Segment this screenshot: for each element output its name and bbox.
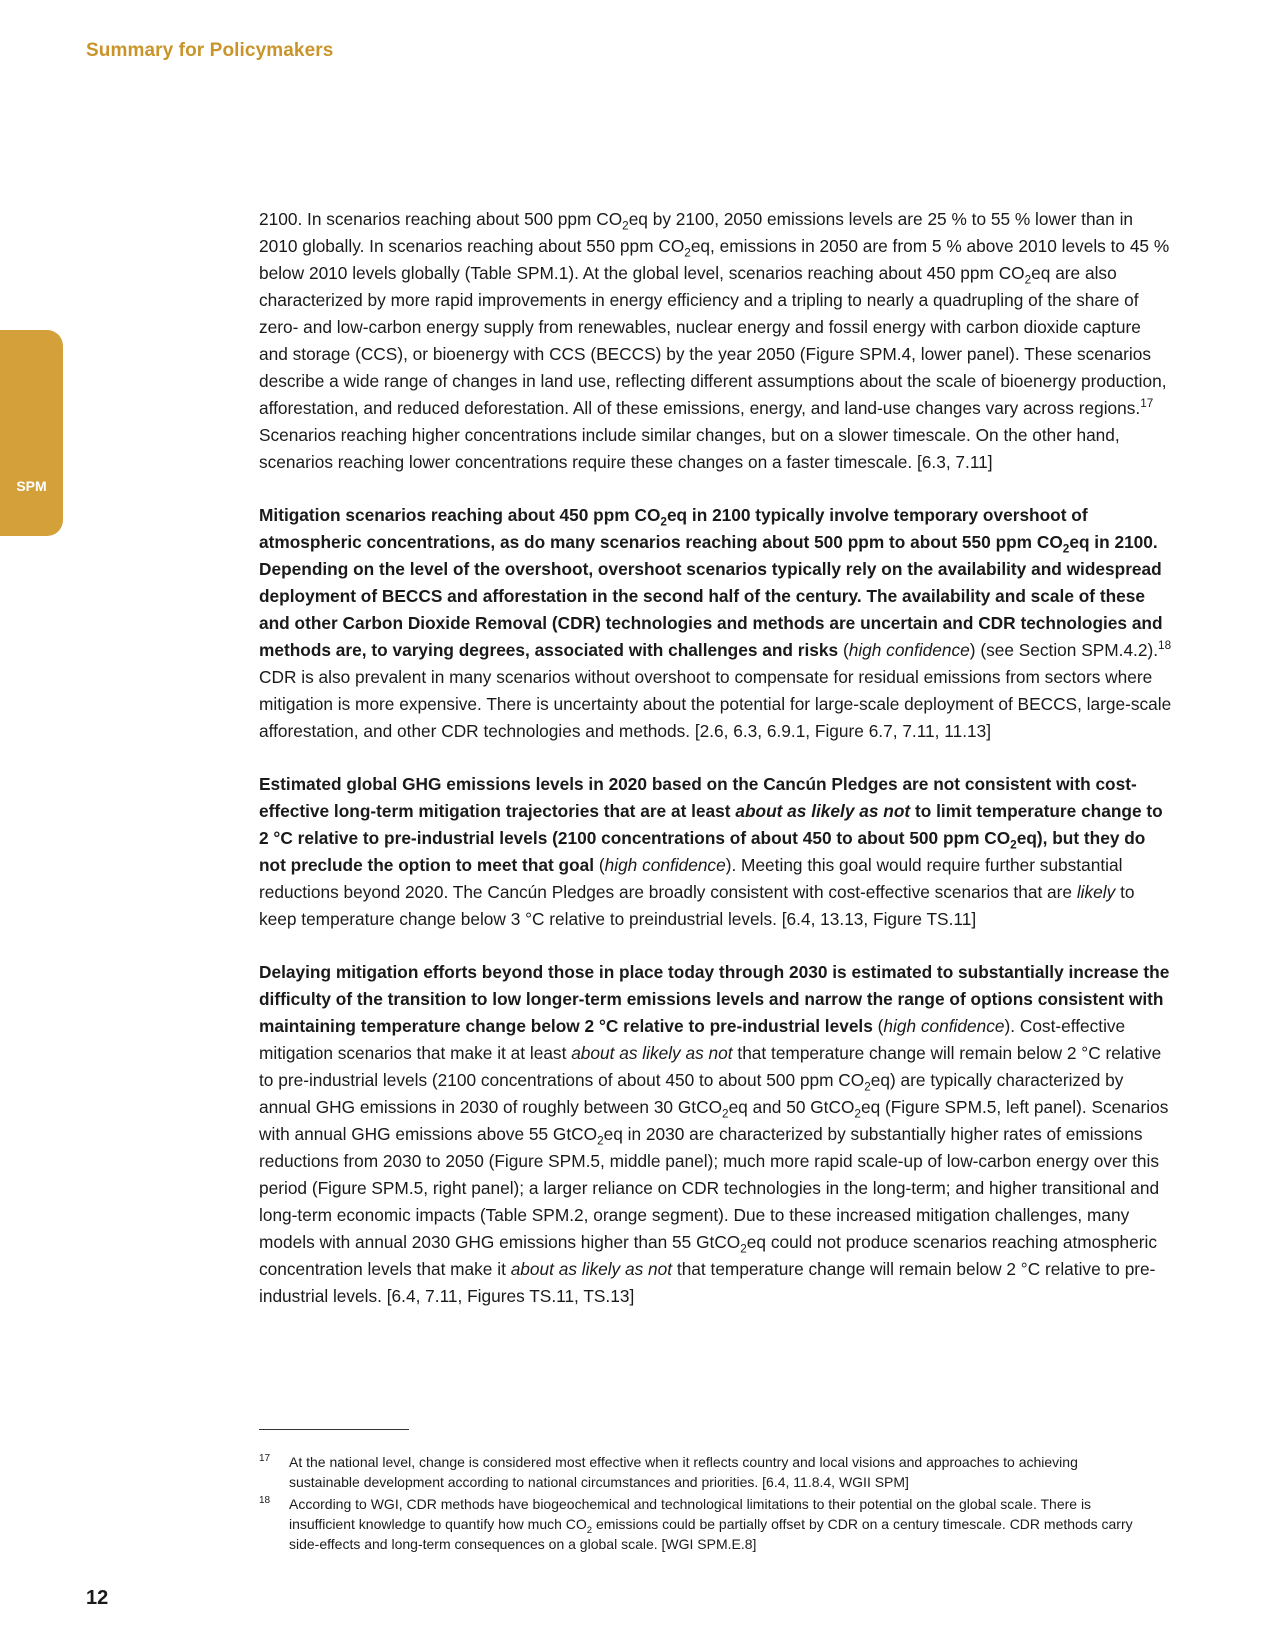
p2-bold-3: eq in 2100. Depending on the level of the overshoot, overshoot scenarios typically rely on the availability and widespread deployment of BECCS and afforestation in the second half of the century. The availability and scale of these and other Carbon Dioxide Removal (CDR) technologies and methods are uncertain and CDR technologies and methods are, to varying degrees, associated with challenges and risks [259, 532, 1163, 660]
p4-text-3: eq) are typically characterized by annual GHG emissions in 2030 of roughly between 30 GtCO [259, 1070, 1124, 1117]
page-number: 12 [86, 1587, 109, 1609]
p4-text-8: that temperature change will remain below 2 °C relative to pre-industrial levels. [6.4, 7.11, Figures TS.11, TS.13] [259, 1259, 1156, 1306]
p3-text-2: to keep temperature change below 3 °C relative to preindustrial levels. [6.4, 13.13, Figure TS.11] [259, 882, 1135, 929]
footnote-text: At the national level, change is considered most effective when it reflects country and local visions and approaches to achieving sustainable development according to national circumstances and priorities. [6.4, 11.8.4, WGII SPM] [289, 1454, 1078, 1490]
p3-italic-1: high confidence [604, 855, 726, 875]
footnotes [259, 1452, 1149, 1556]
subscript: 2 [1024, 273, 1032, 287]
side-section-tab [0, 330, 63, 536]
footnote-divider [259, 1429, 409, 1430]
p3-bold-1: Estimated global GHG emissions levels in 2020 based on the Cancún Pledges are not consistent with cost-effective long-term mitigation trajectories that are at least [259, 774, 1137, 821]
subscript: 2 [722, 1107, 729, 1121]
p4-bold-1: Delaying mitigation efforts beyond those in place today through 2030 is estimated to substantially increase the difficulty of the transition to low longer-term emissions levels and narrow the range of options consistent with maintaining temperature change below 2 °C relative to pre-industrial levels [259, 962, 1170, 1036]
p3-italic-2: likely [1076, 882, 1116, 902]
p4-italic-2: about as likely as not [571, 1043, 733, 1063]
footnote-18 [259, 1494, 1149, 1554]
subscript: 2 [684, 246, 691, 260]
footnote-text: According to WGI, CDR methods have biogeochemical and technological limitations to their potential on the global scale. There is insufficient knowledge to quantify how much CO [289, 1496, 1092, 1532]
subscript: 2 [660, 515, 667, 529]
subscript: 2 [597, 1134, 604, 1148]
p4-italic-1: high confidence [883, 1016, 1005, 1036]
subscript: 2 [586, 1524, 593, 1536]
p1-text-3: eq, emissions in 2050 are from 5 % above 2010 levels to 45 % below 2010 levels globally (Table SPM.1). At the global level, scenarios reaching about 450 ppm CO [259, 236, 1170, 283]
p4-text-5: eq (Figure SPM.5, left panel). Scenarios with annual GHG emissions above 55 GtCO [259, 1097, 1169, 1144]
p2-bold-2: eq in 2100 typically involve temporary overshoot of atmospheric concentrations, as do many scenarios reaching about 500 ppm to about 550 ppm CO [259, 505, 1088, 552]
paragraph-3: Estimated global GHG emissions levels in 2020 based on the Cancún Pledges are not consistent with cost-effective long-term mitigation trajectories that are at least about as likely as not to limit temperature change to 2 °C relative to pre-industrial levels (2100 concentrations of about 450 to about 500 ppm $CO_2eq$), but they do not preclude the option to meet that goal (high confidence). Meeting this goal would require further substantial reductions beyond 2020. The Cancún Pledges are broadly consistent with cost-effective scenarios that are likely to keep temperature change below 3 °C relative to preindustrial levels. [6.4, 13.13, Figure TS.11] [259, 774, 1163, 929]
side-tab-label: SPM [16, 478, 47, 494]
subscript: 2 [864, 1080, 871, 1094]
p2-italic-1: high confidence [848, 640, 970, 660]
p4-text-7: eq could not produce scenarios reaching atmospheric concentration levels that make it [259, 1232, 1157, 1279]
footnote-17 [259, 1452, 1149, 1492]
footnote-number: 18 [259, 1495, 271, 1506]
p4-text-4: eq and 50 GtCO [728, 1097, 855, 1117]
p1-text-1: 2100. In scenarios reaching about 500 ppm CO [259, 209, 623, 229]
p1-text-4: eq are also characterized by more rapid improvements in energy efficiency and a tripling to nearly a quadrupling of the share of zero- and low-carbon energy supply from renewables, nuclear energy and fossil energy with carbon dioxide capture and storage (CCS), or bioenergy with CCS (BECCS) by the year 2050 (Figure SPM.4, lower panel). These scenarios describe a wide range of changes in land use, reflecting different assumptions about the scale of bioenergy production, afforestation, and reduced deforestation. All of these emissions, energy, and land-use changes vary across regions. [259, 263, 1167, 418]
subscript: 2 [1010, 838, 1017, 852]
subscript: 2 [1062, 542, 1070, 556]
p3-bold-2: to limit temperature change to 2 °C relative to pre-industrial levels (2100 concentrations of about 450 to about 500 ppm CO [259, 801, 1163, 848]
p2-text-2: CDR is also prevalent in many scenarios without overshoot to compensate for residual emissions from sectors where mitigation is more expensive. There is uncertainty about the potential for large-scale deployment of BECCS, large-scale afforestation, and other CDR technologies and methods. [2.6, 6.3, 6.9.1, Figure 6.7, 7.11, 11.13] [259, 667, 1172, 741]
footnote-text: emissions could be partially offset by CDR on a century timescale. CDR methods carry side-effects and long-term consequences on a global scale. [WGI SPM.E.8] [289, 1516, 1133, 1552]
p4-italic-3: about as likely as not [510, 1259, 673, 1279]
page-header-title: Summary for Policymakers [86, 40, 334, 61]
p4-text-1: . Cost-effective mitigation scenarios that make it at least [259, 1016, 1126, 1063]
p1-text-2: eq by 2100, 2050 emissions levels are 25 % to 55 % lower than in 2010 globally. In scenarios reaching about 550 ppm CO [259, 209, 1134, 256]
subscript: 2 [622, 219, 629, 233]
p3-bold-3: eq), but they do not preclude the option to meet that goal [259, 828, 1146, 875]
footnote-number: 17 [259, 1453, 271, 1464]
paragraph-2: Mitigation scenarios reaching about 450 ppm $CO_2eq$ in 2100 typically involve temporary overshoot of atmospheric concentrations, as do many scenarios reaching about 500 ppm to about 550 ppm $CO_2eq$ in 2100. Depending on the level of the overshoot, overshoot scenarios typically rely on the availability and widespread deployment of BECCS and afforestation in the second half of the century. The availability and scale of these and other Carbon Dioxide Removal (CDR) technologies and methods are uncertain and CDR technologies and methods are, to varying degrees, associated with challenges and risks (high confidence) (see Section SPM.4.2).$^{18}$ CDR is also prevalent in many scenarios without overshoot to compensate for residual emissions from sectors where mitigation is more expensive. There is uncertainty about the potential for large-scale deployment of BECCS, large-scale afforestation, and other CDR technologies and methods. [2.6, 6.3, 6.9.1, Figure 6.7, 7.11, 11.13] [259, 505, 1172, 741]
subscript: 2 [740, 1242, 747, 1256]
p1-text-5: Scenarios reaching higher concentrations include similar changes, but on a slower timescale. On the other hand, scenarios reaching lower concentrations require these changes on a faster timescale. [6.3, 7.11] [259, 425, 1120, 472]
paragraph-1 [259, 206, 1172, 476]
footnote-ref-18[interactable]: 18 [1158, 639, 1172, 653]
paragraph-4: Delaying mitigation efforts beyond those in place today through 2030 is estimated to substantially increase the difficulty of the transition to low longer-term emissions levels and narrow the range of options consistent with maintaining temperature change below 2 °C relative to pre-industrial levels (high confidence). Cost-effective mitigation scenarios that make it at least about as likely as not that temperature change will remain below 2 °C relative to pre-industrial levels (2100 concentrations of about 450 to about 500 ppm $CO_2eq$) are typically characterized by annual GHG emissions in 2030 of roughly between 30 GtCO$_2$eq and 50 GtCO$_2$eq (Figure SPM.5, left panel). Scenarios with annual GHG emissions above 55 GtCO$_2$eq in 2030 are characterized by substantially higher rates of emissions reductions from 2030 to 2050 (Figure SPM.5, middle panel); much more rapid scale-up of low-carbon energy over this period (Figure SPM.5, right panel); a larger reliance on CDR technologies in the long-term; and higher transitional and long-term economic impacts (Table SPM.2, orange segment). Due to these increased mitigation challenges, many models with annual 2030 GHG emissions higher than 55 GtCO$_2$eq could not produce scenarios reaching atmospheric concentration levels that make it about as likely as not that temperature change will remain below 2 °C relative to pre-industrial levels. [6.4, 7.11, Figures TS.11, TS.13] [259, 962, 1170, 1306]
p2-bold-1: Mitigation scenarios reaching about 450 ppm CO [259, 505, 661, 525]
p3-text-1: . Meeting this goal would require further substantial reductions beyond 2020. The Cancún Pledges are broadly consistent with cost-effective scenarios that are [259, 855, 1123, 902]
p4-text-6: eq in 2030 are characterized by substantially higher rates of emissions reductions from 2030 to 2050 (Figure SPM.5, middle panel); much more rapid scale-up of low-carbon energy over this period (Figure SPM.5, right panel); a larger reliance on CDR technologies in the long-term; and higher transitional and long-term economic impacts (Table SPM.2, orange segment). Due to these increased mitigation challenges, many models with annual 2030 GHG emissions higher than 55 GtCO [259, 1124, 1160, 1252]
p4-text-2: that temperature change will remain below 2 °C relative to pre-industrial levels (2100 concentrations of about 450 to about 500 ppm CO [259, 1043, 1162, 1090]
footnote-ref-17[interactable]: 17 [1140, 397, 1154, 411]
p2-text-1: (see Section SPM.4.2). [980, 640, 1159, 660]
subscript: 2 [854, 1107, 861, 1121]
p3-bold-italic-1: about as likely as not [735, 801, 911, 821]
main-text [259, 206, 1172, 1336]
